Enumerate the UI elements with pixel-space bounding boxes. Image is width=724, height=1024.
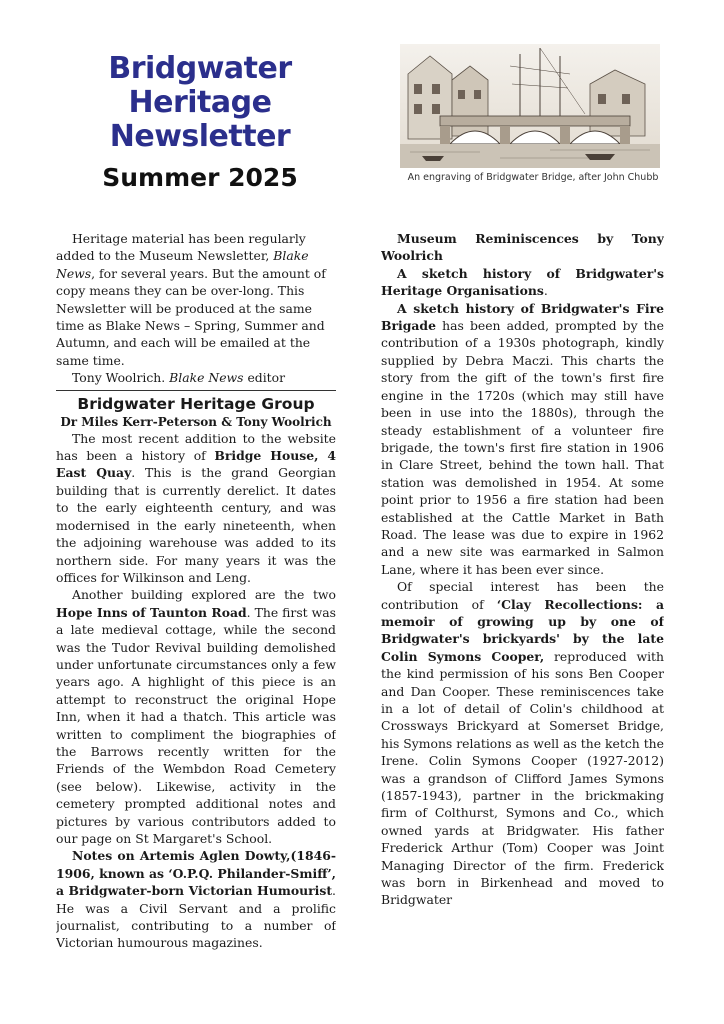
article-paragraph: A sketch history of Bridgwater's Fire Brigade has been added, prompted by the contribution of a 1930s photograph, kindly supplied by Debra Maczi. This charts the story from the gift of the town's first fire engine in the 1720s (which may still have been in use into the 1880s), through the steady establishment of a volunteer fire brigade, the town's first fire station in 1906 in Clare Street, behind the town hall. That station was demolished in 1954. At some point prior to 1956 a fire station had been established at the Cattle Market in Bath Road. The lease was due to expire in 1962 and a new site was earmarked in Salmon Lane, where it has been ever since. xyxy=(381,300,664,577)
article-paragraph: Museum Reminiscences by Tony Woolrich xyxy=(381,231,664,264)
intro-block xyxy=(56,230,336,387)
masthead xyxy=(40,52,360,198)
left-column xyxy=(56,230,336,969)
article-heading: Bridgwater Heritage Group xyxy=(77,394,315,413)
issue-label: Summer 2025 xyxy=(102,163,298,192)
article-paragraph: Of special interest has been the contribution of ‘Clay Recollections: a memoir of growing up by one of Bridgwater's brickyards' by the late Colin Symons Cooper, reproduced with the kind permission of his sons Ben Cooper and Dan Cooper. These reminiscences take in a lot of detail of Colin's childhood at Crossways Brickyard at Somerset Bridge, his Symons relations as well as the ketch the Irene. Colin Symons Cooper (1927-2012) was a grandson of Clifford James Symons (1857-1943), partner in the brickmaking firm of Colthurst, Symons and Co., which owned yards at Bridgwater. His father Frederick Arthur (Tom) Cooper was Joint Managing Director of the firm. Frederick was born in Birkenhead and moved to Bridgwater xyxy=(381,579,664,908)
section-divider xyxy=(56,390,336,391)
image-caption: An engraving of Bridgwater Bridge, after John Chubb xyxy=(407,172,659,183)
article-authors: Dr Miles Kerr-Peterson & Tony Woolrich xyxy=(60,414,332,429)
bridge-engraving-image xyxy=(400,44,660,168)
right-column xyxy=(381,230,664,984)
article-paragraph: The most recent addition to the website has been a history of Bridge House, 4 East Quay. This is the grand Georgian building that is currently derelict. It dates to the early eighteenth century, and was modernised in the early nineteenth, when the adjoining warehouse was added to its northern side. For many years it was the offices for Wilkinson and Leng. xyxy=(56,430,336,585)
article-paragraph: Notes on Artemis Aglen Dowty,(1846-1906, known as ‘O.P.Q. Philander-Smiff’, a Bridgwater-born Victorian Humourist. He was a Civil Servant and a prolific journalist, contributing to a number of Victorian humourous magazines. xyxy=(56,848,336,951)
article-paragraph: A sketch history of Bridgwater's Heritage Organisations. xyxy=(381,265,664,299)
editor-signature: Tony Woolrich. Blake News editor xyxy=(72,370,286,386)
newsletter-title-line2: Newsletter xyxy=(109,119,291,154)
newsletter-title-line1: Bridgwater Heritage xyxy=(108,51,292,120)
intro-paragraph: Heritage material has been regularly added to the Museum Newsletter, Blake News, for several years. But the amount of copy means they can be over-long. This Newsletter will be produced at the same time as Blake News – Spring, Summer and Autumn, and each will be emailed at the same time. xyxy=(56,231,326,368)
article-paragraph: Another building explored are the two Hope Inns of Taunton Road. The first was a late medieval cottage, while the second was the Tudor Revival building demolished under unfortunate circumstances only a few years ago. A highlight of this piece is an attempt to reconstruct the original Hope Inn, when it had a thatch. This article was written to compliment the biographies of the Barrows recently written for the Friends of the Wembdon Road Cemetery (see below). Likewise, activity in the cemetery prompted additional notes and pictures by various contributors added to our page on St Margaret's School. xyxy=(56,587,336,846)
